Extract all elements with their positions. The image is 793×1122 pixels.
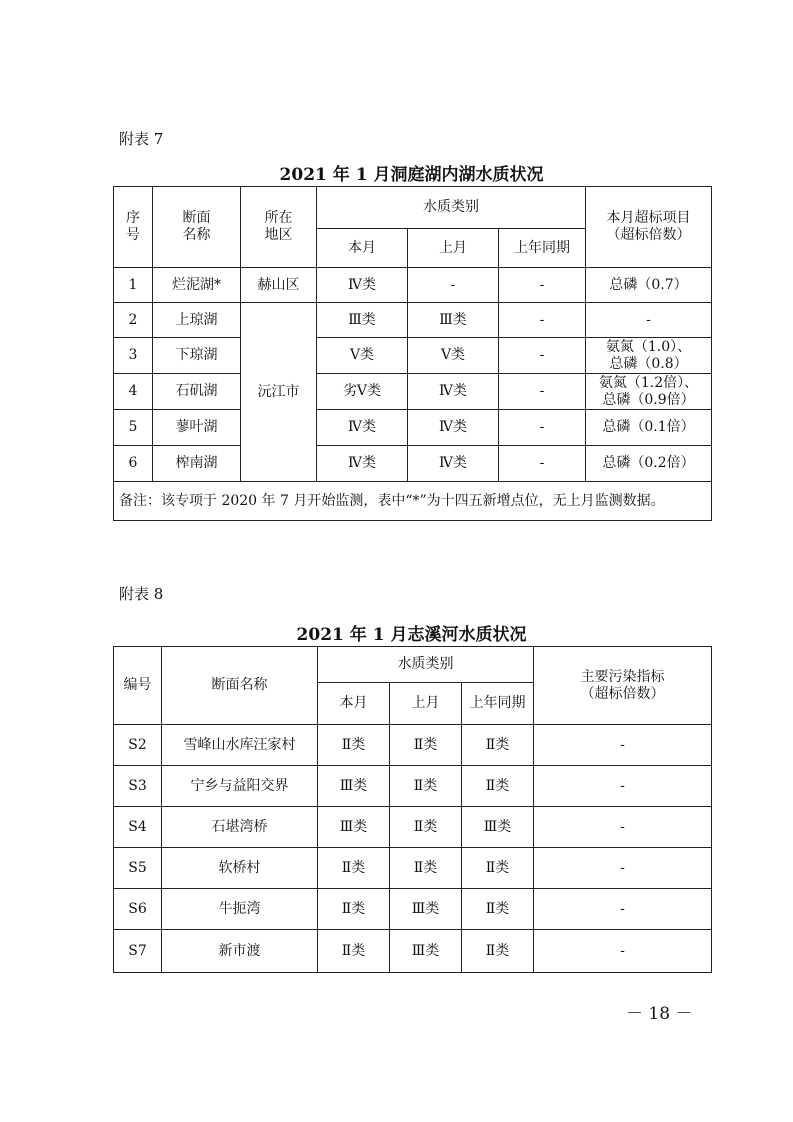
cell-this-month: Ⅲ类 bbox=[318, 807, 390, 848]
cell-name: 雪峰山水库汪家村 bbox=[162, 725, 318, 766]
cell-pollutant: - bbox=[534, 725, 712, 766]
cell-last-year: Ⅲ类 bbox=[462, 807, 534, 848]
cell-last-year: Ⅱ类 bbox=[462, 725, 534, 766]
cell-last-month: Ⅱ类 bbox=[390, 725, 462, 766]
table-row bbox=[114, 930, 712, 973]
cell-name: 牛扼湾 bbox=[162, 889, 318, 930]
header-code: 编号 bbox=[114, 647, 162, 725]
header-last-month: 上月 bbox=[408, 229, 499, 268]
cell-exceed: 总磷（0.1倍） bbox=[586, 410, 712, 446]
cell-exceed: 氨氮（1.2倍）、 总磷（0.9倍） bbox=[586, 374, 712, 410]
cell-pollutant: - bbox=[534, 930, 712, 973]
cell-code: S4 bbox=[114, 807, 162, 848]
cell-code: S6 bbox=[114, 889, 162, 930]
cell-code: S2 bbox=[114, 725, 162, 766]
cell-pollutant: - bbox=[534, 848, 712, 889]
cell-last-month: Ⅲ类 bbox=[408, 303, 499, 338]
header-region: 所在 地区 bbox=[241, 187, 317, 268]
cell-this-month: Ⅱ类 bbox=[318, 848, 390, 889]
cell-code: S7 bbox=[114, 930, 162, 973]
cell-this-month: Ⅲ类 bbox=[317, 303, 408, 338]
cell-region: 赫山区 bbox=[241, 268, 317, 303]
cell-name: 宁乡与益阳交界 bbox=[162, 766, 318, 807]
cell-region-merged: 沅江市 bbox=[241, 303, 317, 482]
cell-this-month: Ⅱ类 bbox=[318, 930, 390, 973]
cell-last-year: Ⅱ类 bbox=[462, 930, 534, 973]
header-this-month: 本月 bbox=[318, 683, 390, 725]
cell-seq: 4 bbox=[114, 374, 153, 410]
cell-this-month: Ⅴ类 bbox=[317, 338, 408, 374]
cell-last-month: Ⅱ类 bbox=[390, 848, 462, 889]
cell-last-month: Ⅳ类 bbox=[408, 374, 499, 410]
cell-this-month: 劣Ⅴ类 bbox=[317, 374, 408, 410]
cell-last-month: Ⅴ类 bbox=[408, 338, 499, 374]
cell-exceed: 氨氮（1.0）、 总磷（0.8） bbox=[586, 338, 712, 374]
table-row bbox=[114, 268, 712, 303]
cell-last-year: Ⅱ类 bbox=[462, 766, 534, 807]
table8-label: 附表 8 bbox=[119, 585, 164, 603]
cell-last-year: - bbox=[499, 446, 586, 482]
header-last-month: 上月 bbox=[390, 683, 462, 725]
cell-this-month: Ⅱ类 bbox=[318, 725, 390, 766]
cell-name: 榨南湖 bbox=[153, 446, 241, 482]
cell-name: 蓼叶湖 bbox=[153, 410, 241, 446]
cell-code: S5 bbox=[114, 848, 162, 889]
cell-name: 烂泥湖* bbox=[153, 268, 241, 303]
cell-last-month: Ⅱ类 bbox=[390, 807, 462, 848]
cell-seq: 5 bbox=[114, 410, 153, 446]
header-name: 断面名称 bbox=[162, 647, 318, 725]
cell-exceed: - bbox=[586, 303, 712, 338]
header-this-month: 本月 bbox=[317, 229, 408, 268]
header-seq: 序 号 bbox=[114, 187, 153, 268]
cell-last-year: - bbox=[499, 268, 586, 303]
table-row bbox=[114, 374, 712, 410]
cell-last-month: Ⅳ类 bbox=[408, 410, 499, 446]
table7-label: 附表 7 bbox=[119, 130, 164, 148]
cell-exceed: 总磷（0.2倍） bbox=[586, 446, 712, 482]
table7-title: 2021 年 1 月洞庭湖内湖水质状况 bbox=[279, 165, 544, 185]
cell-seq: 6 bbox=[114, 446, 153, 482]
cell-code: S3 bbox=[114, 766, 162, 807]
cell-exceed: 总磷（0.7） bbox=[586, 268, 712, 303]
cell-this-month: Ⅳ类 bbox=[317, 410, 408, 446]
cell-last-month: Ⅳ类 bbox=[408, 446, 499, 482]
cell-seq: 2 bbox=[114, 303, 153, 338]
cell-seq: 1 bbox=[114, 268, 153, 303]
cell-pollutant: - bbox=[534, 807, 712, 848]
table-row bbox=[114, 446, 712, 482]
cell-pollutant: - bbox=[534, 766, 712, 807]
cell-name: 上琼湖 bbox=[153, 303, 241, 338]
cell-last-year: - bbox=[499, 410, 586, 446]
cell-last-year: - bbox=[499, 338, 586, 374]
cell-name: 软桥村 bbox=[162, 848, 318, 889]
cell-last-month: Ⅲ类 bbox=[390, 889, 462, 930]
cell-last-month: Ⅱ类 bbox=[390, 766, 462, 807]
cell-name: 下琼湖 bbox=[153, 338, 241, 374]
header-quality: 水质类别 bbox=[317, 187, 586, 229]
page-number: － 18 － bbox=[626, 1004, 693, 1024]
table-row bbox=[114, 338, 712, 374]
cell-last-month: - bbox=[408, 268, 499, 303]
table-row bbox=[114, 410, 712, 446]
header-exceed: 本月超标项目 （超标倍数） bbox=[586, 187, 712, 268]
table-row bbox=[114, 766, 712, 807]
cell-last-month: Ⅲ类 bbox=[390, 930, 462, 973]
cell-pollutant: - bbox=[534, 889, 712, 930]
table-row bbox=[114, 725, 712, 766]
table-row bbox=[114, 889, 712, 930]
cell-this-month: Ⅳ类 bbox=[317, 446, 408, 482]
cell-last-year: - bbox=[499, 374, 586, 410]
header-pollutant: 主要污染指标 （超标倍数） bbox=[534, 647, 712, 725]
table-row bbox=[114, 303, 712, 338]
table8 bbox=[113, 646, 712, 973]
cell-seq: 3 bbox=[114, 338, 153, 374]
cell-last-year: Ⅱ类 bbox=[462, 848, 534, 889]
cell-name: 新市渡 bbox=[162, 930, 318, 973]
cell-name: 石矶湖 bbox=[153, 374, 241, 410]
table-row bbox=[114, 848, 712, 889]
table7-note: 备注：该专项于 2020 年 7 月开始监测，表中“*”为十四五新增点位，无上月监测数据。 bbox=[114, 482, 712, 521]
header-quality: 水质类别 bbox=[318, 647, 534, 683]
cell-name: 石堪湾桥 bbox=[162, 807, 318, 848]
table8-title: 2021 年 1 月志溪河水质状况 bbox=[296, 625, 527, 645]
header-name: 断面 名称 bbox=[153, 187, 241, 268]
table7 bbox=[113, 186, 712, 521]
cell-this-month: Ⅳ类 bbox=[317, 268, 408, 303]
header-last-year: 上年同期 bbox=[462, 683, 534, 725]
header-last-year: 上年同期 bbox=[499, 229, 586, 268]
cell-last-year: - bbox=[499, 303, 586, 338]
cell-this-month: Ⅱ类 bbox=[318, 889, 390, 930]
table-row bbox=[114, 807, 712, 848]
cell-this-month: Ⅲ类 bbox=[318, 766, 390, 807]
cell-last-year: Ⅱ类 bbox=[462, 889, 534, 930]
